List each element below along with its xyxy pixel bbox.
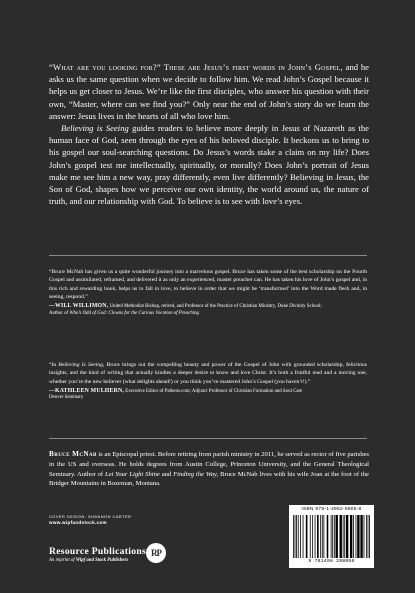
barcode-icon (293, 515, 370, 558)
barcode-bar (336, 515, 338, 558)
barcode-bar (364, 515, 365, 558)
cover-design-credit: COVER DESIGN: SHANNON CARTER (49, 514, 132, 519)
publisher-website: www.wipfandstock.com (49, 520, 107, 525)
review-willimon (49, 268, 367, 317)
divider-top (49, 255, 367, 256)
reviewer-book-title: Who’s Odd of God: Clowns for the Curious Vocation of Preaching (69, 310, 199, 316)
barcode-bar (332, 515, 333, 558)
barcode-bar (303, 515, 304, 558)
divider-bottom (49, 438, 367, 439)
barcode-bar (357, 515, 359, 558)
barcode-bar (300, 515, 301, 558)
review-mulhern (49, 361, 367, 402)
review-book-title: Believing Is Seeing (58, 362, 103, 368)
barcode-bar (369, 515, 370, 558)
review-quote: “Bruce McNab has given us a quite wonderful journey into a marvelous gospel. Bruce has taken some of the best scholarship on the Fourth Gospel and assimilated, reframed, and delivered it as only an experienced, master preacher can. He has taken his love of John’s gospel and, in this rich and rewarding book, helps us to fall in love, to believe in order that we might be ‘transformed’ into the Word made flesh and, in seeing, respond.” (49, 269, 367, 300)
isbn-label: ISBN 978-1-4982-9805-6 (301, 507, 362, 512)
barcode-bar (340, 515, 342, 558)
barcode-bar (298, 515, 299, 558)
barcode-bar (356, 515, 357, 558)
barcode-bar (360, 515, 362, 558)
credits (49, 514, 131, 526)
barcode-bar (306, 515, 308, 558)
reviewer-credentials: Executive Editor of Patheos.com; Adjunct Professor of Christian Formation and Soul Care (124, 388, 303, 394)
barcode-bar (343, 515, 344, 558)
blurb-paragraph-2 (49, 122, 369, 207)
reviewer-institution: Denver Seminary (49, 395, 84, 401)
barcode-bar (331, 515, 332, 558)
author-name: Bruce McNab (49, 450, 97, 458)
barcode-bar (327, 515, 329, 558)
barcode-digits: 9 781498 298056 (308, 559, 355, 564)
barcode-bar (323, 515, 324, 558)
barcode-bar (320, 515, 321, 558)
main-blurb (49, 61, 369, 207)
author-bio (49, 450, 369, 489)
publisher-imprint (49, 558, 146, 563)
reviewer-name: —KATHLEEN MULHERN, (49, 387, 124, 394)
barcode-bar (366, 515, 367, 558)
imprint-name: Wipf and Stock Publishers (75, 558, 129, 563)
reviewer-name: —WILL WILLIMON, (49, 303, 109, 310)
bio-book-2: Finding the Way, (173, 470, 219, 478)
reviewer-credentials: United Methodist Bishop, retired, and Professor of the Practice of Christian Ministry, Duke Divinity School; (108, 304, 322, 310)
blurb-p2-text: guides readers to believe more deeply in Jesus of Nazareth as the human face of God, seen through the eyes of his beloved disciple. It beckons us to bring to his gospel our soul-searching questions. Do Jesus’s words stake a claim on my life? Does John’s gospel test me intellectually, spiritually, or morally? Does John’s portrait of Jesus make me see him a new way, pray differently, even live differently? Believing in Jesus, the Son of God, shapes how we perceive our own identity, the world around us, the nature of truth, and our relationship with God. To believe is to see with love’s eyes. (49, 123, 369, 207)
bio-text-3: Bruce McNab lives with his wife Joan at the foot of the Bridger Mountains in Bozeman, Montana. (49, 470, 369, 488)
publisher-name: Resource Publications (49, 546, 146, 557)
publisher-logo-icon: RP (146, 543, 166, 563)
barcode-bar (293, 515, 294, 558)
review-attribution (49, 388, 367, 402)
barcode-bar (295, 515, 296, 558)
review-attribution (49, 303, 367, 317)
bio-text-1: is an Episcopal priest. Before retiring from parish ministry in 2011, he served as rector of five parishes in the US and overseas. He holds degrees from Austin College, Princeton University, and the General Theological Seminary. Author of (49, 451, 369, 478)
barcode-bar (346, 515, 348, 558)
blurb-lead-in: “What are you looking for?” These are Jesus’s first words in John’s Gospel, (49, 62, 343, 72)
barcode-bar (368, 515, 369, 558)
barcode-bar (317, 515, 319, 558)
barcode-bar (315, 515, 316, 558)
isbn-barcode-box (289, 505, 374, 568)
blurb-paragraph-1 (49, 61, 369, 122)
barcode-bar (322, 515, 323, 558)
bio-text-2: and (159, 470, 174, 478)
blurb-p1-text: and he asks us the same question when we decide to follow him. We read John’s Gospel because it helps us get closer to Jesus. We’re like the first disciples, who answer his question with their own, “Master, where can we find you?” Only near the end of John’s story do we learn the answer: Jesus lives in the hearts of all who love him. (49, 62, 369, 121)
barcode-bar (350, 515, 352, 558)
barcode-bar (334, 515, 335, 558)
publisher-block (49, 546, 146, 563)
review-quote: , Bruce brings out the compelling beauty and power of the Gospel of John with grounded scholarship, felicitous insights, and the kind of writing that actually kindles a deeper desire to know and love Christ. It’s both a fruitful read and a moving one, whether you’re the new believer (what delights ahead!) or you think you’ve mastered John’s Gospel (you haven’t!).” (49, 362, 367, 385)
reviewer-credentials-prefix: Author of (49, 310, 70, 316)
barcode-bar (296, 515, 297, 558)
review-quote-prefix: “In (49, 362, 59, 368)
blurb-book-title: Believing is Seeing (61, 123, 129, 134)
barcode-bar (310, 515, 311, 558)
barcode-bar (312, 515, 313, 558)
imprint-prefix: An imprint of (49, 558, 76, 563)
barcode-bar (353, 515, 354, 558)
bio-book-1: Let Your Light Shine (104, 470, 160, 478)
barcode-bar (344, 515, 345, 558)
